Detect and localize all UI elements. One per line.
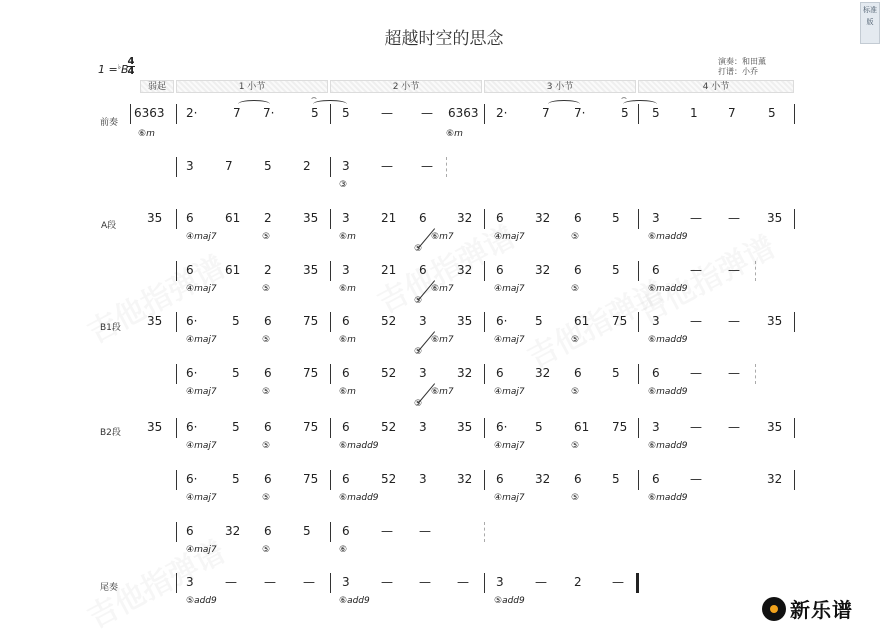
barline [484, 418, 485, 438]
jianpu-note: 6 [496, 472, 504, 486]
jianpu-note: 5 [232, 366, 240, 380]
barline [638, 364, 639, 384]
chord-symbol: ⑥m7 [431, 284, 454, 294]
jianpu-note: 5 [342, 106, 350, 120]
jianpu-note: 6· [186, 366, 198, 380]
jianpu-note: 3 [419, 420, 427, 434]
key-note: B [121, 63, 129, 76]
barline [484, 104, 485, 124]
chord-symbol: ⑤ [262, 232, 271, 242]
barline [330, 522, 331, 542]
jianpu-note: 6 [419, 263, 427, 277]
barline [176, 209, 177, 229]
jianpu-note: 52 [381, 366, 397, 380]
bar-header-3: 3 小节 [484, 80, 636, 93]
chord-symbol: ⑥m [339, 284, 356, 294]
chord-symbol: ⑥m [339, 387, 356, 397]
barline [794, 209, 795, 229]
barline [176, 470, 177, 490]
barline [330, 157, 331, 177]
jianpu-note: 32 [457, 366, 473, 380]
jianpu-note: 52 [381, 472, 397, 486]
chord-symbol: ⑤ [262, 387, 271, 397]
jianpu-note: 6 [186, 524, 194, 538]
chord-symbol: ⑤add9 [494, 596, 525, 606]
chord-symbol: ④maj7 [494, 441, 525, 451]
jianpu-note: 75 [612, 314, 628, 328]
barline [330, 470, 331, 490]
jianpu-note: 6 [496, 211, 504, 225]
chord-symbol: ⑥m7 [431, 232, 454, 242]
chord-symbol: ④maj7 [494, 284, 525, 294]
jianpu-note: 32 [225, 524, 241, 538]
jianpu-note: 5 [264, 159, 272, 173]
jianpu-note: 35 [767, 420, 783, 434]
jianpu-note: 1 [690, 106, 698, 120]
jianpu-note: 35 [147, 314, 163, 328]
jianpu-note: — [535, 575, 547, 589]
jianpu-note: 5 [311, 106, 319, 120]
key-prefix: 1 = [98, 63, 118, 76]
jianpu-note: 6 [342, 420, 350, 434]
jianpu-note: — [690, 366, 702, 380]
jianpu-note: 6 [574, 263, 582, 277]
section-b2: B2段 [100, 428, 121, 438]
jianpu-note: 6 [419, 211, 427, 225]
barline [794, 418, 795, 438]
chord-symbol: ④maj7 [186, 545, 217, 555]
jianpu-note: 5 [612, 263, 620, 277]
edition-tag: 标准版 [860, 2, 880, 44]
jianpu-note: 7 [542, 106, 550, 120]
chord-symbol: ③ [339, 180, 348, 190]
barline [330, 364, 331, 384]
jianpu-note: 5 [303, 524, 311, 538]
jianpu-note: 32 [535, 263, 551, 277]
jianpu-note: 75 [303, 472, 319, 486]
jianpu-note: 32 [535, 211, 551, 225]
section-outro: 尾奏 [100, 583, 119, 593]
jianpu-note: 3 [342, 575, 350, 589]
jianpu-note: — [728, 211, 740, 225]
jianpu-note: 6 [264, 314, 272, 328]
chord-symbol: ④maj7 [186, 493, 217, 503]
barline [484, 312, 485, 332]
jianpu-note: — [381, 159, 393, 173]
jianpu-note: 2· [186, 106, 198, 120]
tie [623, 100, 657, 108]
barline [638, 470, 639, 490]
jianpu-note: — [381, 575, 393, 589]
chord-symbol: ④maj7 [186, 441, 217, 451]
fermata-icon: ⌢ [621, 93, 627, 103]
chord-symbol: ⑥m [339, 335, 356, 345]
time-signature-bottom: 4 [127, 66, 135, 77]
bar-header-4: 4 小节 [638, 80, 794, 93]
jianpu-note: 5 [535, 314, 543, 328]
chord-symbol: ⑤ [571, 232, 580, 242]
barline [176, 522, 177, 542]
jianpu-note: 3 [342, 159, 350, 173]
jianpu-note: 6 [186, 211, 194, 225]
fermata-icon: ⌢ [311, 93, 317, 103]
chord-symbol: ④maj7 [494, 335, 525, 345]
jianpu-note: — [225, 575, 237, 589]
jianpu-note: 35 [767, 314, 783, 328]
jianpu-note: — [381, 524, 393, 538]
jianpu-note: 7· [574, 106, 586, 120]
chord-symbol: ⑤ [262, 284, 271, 294]
jianpu-note: — [690, 472, 702, 486]
jianpu-note: 6 [342, 314, 350, 328]
jianpu-note: 6 [264, 420, 272, 434]
jianpu-note: — [303, 575, 315, 589]
jianpu-note: 3 [186, 575, 194, 589]
jianpu-note: 61 [225, 211, 241, 225]
barline [638, 418, 639, 438]
bar-header-2: 2 小节 [330, 80, 482, 93]
jianpu-note: — [419, 575, 431, 589]
chord-symbol: ⑤ [414, 244, 423, 254]
jianpu-note: 6 [652, 366, 660, 380]
jianpu-note: 5 [768, 106, 776, 120]
performer-credit: 演奏：和田薰 [718, 57, 766, 66]
barline [330, 418, 331, 438]
brand-logo [762, 594, 853, 623]
jianpu-note: 5 [612, 211, 620, 225]
barline [330, 209, 331, 229]
tie [238, 100, 270, 108]
jianpu-note: 3 [652, 314, 660, 328]
jianpu-note: 35 [457, 314, 473, 328]
jianpu-note: — [728, 263, 740, 277]
barline [330, 312, 331, 332]
jianpu-note: 6 [496, 366, 504, 380]
jianpu-note: 5 [232, 420, 240, 434]
jianpu-note: 3 [186, 159, 194, 173]
jianpu-note: — [612, 575, 624, 589]
bar-header-1: 1 小节 [176, 80, 328, 93]
logo-text: 新乐谱 [790, 598, 853, 622]
barline [130, 104, 131, 124]
jianpu-note: 21 [381, 263, 397, 277]
jianpu-note: 7 [233, 106, 241, 120]
chord-symbol: ⑥add9 [339, 596, 370, 606]
jianpu-note: 75 [303, 420, 319, 434]
flat-sign: ♭ [117, 63, 122, 71]
jianpu-note: 3 [419, 314, 427, 328]
jianpu-note: 75 [612, 420, 628, 434]
jianpu-note: — [421, 159, 433, 173]
jianpu-note: — [728, 420, 740, 434]
jianpu-note: 2 [303, 159, 311, 173]
jianpu-note: 35 [767, 211, 783, 225]
jianpu-note: — [381, 106, 393, 120]
jianpu-note: 2 [264, 211, 272, 225]
chord-symbol: ⑤ [262, 493, 271, 503]
barline [330, 573, 331, 593]
jianpu-note: 61 [574, 420, 590, 434]
jianpu-note: 3 [419, 472, 427, 486]
jianpu-note: 32 [457, 263, 473, 277]
chord-symbol: ④maj7 [494, 493, 525, 503]
chord-symbol: ⑥m [339, 232, 356, 242]
jianpu-note: 32 [535, 366, 551, 380]
jianpu-note: 6 [342, 524, 350, 538]
chord-symbol: ⑤ [571, 441, 580, 451]
chord-symbol: ⑥m7 [431, 335, 454, 345]
chord-symbol: ④maj7 [186, 232, 217, 242]
jianpu-note: — [690, 211, 702, 225]
barline [176, 157, 177, 177]
jianpu-note: 6 [264, 472, 272, 486]
jianpu-note: 3 [419, 366, 427, 380]
jianpu-note: 5 [232, 314, 240, 328]
jianpu-note: 21 [381, 211, 397, 225]
jianpu-note: 52 [381, 314, 397, 328]
barline [176, 312, 177, 332]
chord-symbol: ⑤ [262, 545, 271, 555]
chord-symbol: ⑥madd9 [648, 335, 688, 345]
chord-symbol: ⑤ [571, 493, 580, 503]
jianpu-note: 61 [574, 314, 590, 328]
jianpu-note: 5 [612, 366, 620, 380]
jianpu-note: 6363 [448, 106, 479, 120]
jianpu-note: 6 [342, 366, 350, 380]
jianpu-note: 6 [186, 263, 194, 277]
chord-symbol: ⑤ [571, 387, 580, 397]
transcriber-credit: 打谱：小乔 [718, 67, 758, 76]
section-b1: B1段 [100, 323, 121, 333]
jianpu-note: 2 [574, 575, 582, 589]
jianpu-note: — [419, 524, 431, 538]
jianpu-note: — [690, 314, 702, 328]
bar-header-pickup: 弱起 [140, 80, 174, 93]
barline [176, 364, 177, 384]
jianpu-note: 3 [652, 420, 660, 434]
barline [484, 470, 485, 490]
jianpu-note: 35 [147, 211, 163, 225]
tie [548, 100, 580, 108]
final-barline [636, 573, 639, 593]
chord-symbol: ④maj7 [186, 284, 217, 294]
barline [638, 209, 639, 229]
jianpu-note: 2 [264, 263, 272, 277]
jianpu-note: 6363 [134, 106, 165, 120]
chord-symbol: ⑥madd9 [648, 493, 688, 503]
barline [176, 104, 177, 124]
system-end-marker [755, 364, 756, 384]
jianpu-note: 6· [496, 420, 508, 434]
jianpu-note: 3 [342, 263, 350, 277]
system-end-marker [484, 522, 485, 542]
jianpu-note: 6 [342, 472, 350, 486]
jianpu-note: — [690, 263, 702, 277]
chord-symbol: ⑤ [571, 284, 580, 294]
barline [484, 573, 485, 593]
jianpu-note: 35 [303, 211, 319, 225]
chord-symbol: ⑤ [262, 335, 271, 345]
chord-symbol: ⑤ [262, 441, 271, 451]
chord-symbol: ⑥m7 [431, 387, 454, 397]
jianpu-note: 7 [225, 159, 233, 173]
chord-symbol: ⑥madd9 [648, 284, 688, 294]
jianpu-note: 35 [457, 420, 473, 434]
jianpu-note: 75 [303, 366, 319, 380]
tie [313, 100, 347, 108]
chord-symbol: ⑥m [138, 129, 155, 139]
chord-symbol: ④maj7 [186, 387, 217, 397]
chord-symbol: ⑤ [414, 347, 423, 357]
barline [794, 312, 795, 332]
jianpu-note: 5 [535, 420, 543, 434]
jianpu-note: — [728, 314, 740, 328]
jianpu-note: 6 [574, 472, 582, 486]
jianpu-note: 35 [147, 420, 163, 434]
jianpu-note: 6 [574, 211, 582, 225]
chord-symbol: ④maj7 [186, 335, 217, 345]
chord-symbol: ⑥madd9 [339, 493, 379, 503]
chord-symbol: ⑥madd9 [339, 441, 379, 451]
chord-symbol: ⑤add9 [186, 596, 217, 606]
chord-symbol: ⑥madd9 [648, 387, 688, 397]
jianpu-note: 75 [303, 314, 319, 328]
barline [484, 364, 485, 384]
jianpu-note: 35 [303, 263, 319, 277]
jianpu-note: 5 [232, 472, 240, 486]
chord-symbol: ⑥ [339, 545, 348, 555]
jianpu-note: 6 [652, 263, 660, 277]
jianpu-note: 3 [496, 575, 504, 589]
chord-symbol: ④maj7 [494, 387, 525, 397]
jianpu-note: — [457, 575, 469, 589]
jianpu-note: 3 [342, 211, 350, 225]
jianpu-note: 7· [263, 106, 275, 120]
jianpu-note: 6· [186, 314, 198, 328]
jianpu-note: 52 [381, 420, 397, 434]
key-signature [98, 63, 129, 76]
chord-symbol: ⑤ [571, 335, 580, 345]
barline [794, 104, 795, 124]
jianpu-note: 6· [496, 314, 508, 328]
jianpu-note: 6 [574, 366, 582, 380]
jianpu-note: 5 [621, 106, 629, 120]
jianpu-note: 32 [767, 472, 783, 486]
jianpu-note: 7 [728, 106, 736, 120]
section-a: A段 [101, 221, 117, 231]
jianpu-note: 5 [652, 106, 660, 120]
record-icon [762, 597, 786, 621]
chord-symbol: ④maj7 [494, 232, 525, 242]
jianpu-note: 6 [496, 263, 504, 277]
jianpu-note: 6· [186, 420, 198, 434]
system-end-marker [446, 157, 447, 177]
chord-symbol: ⑤ [414, 399, 423, 409]
jianpu-note: 32 [535, 472, 551, 486]
jianpu-note: 61 [225, 263, 241, 277]
jianpu-note: — [690, 420, 702, 434]
jianpu-note: 6 [652, 472, 660, 486]
jianpu-note: — [728, 366, 740, 380]
jianpu-note: 6 [264, 366, 272, 380]
time-signature-top: 4 [127, 56, 135, 67]
chord-symbol: ⑥m [446, 129, 463, 139]
jianpu-note: — [421, 106, 433, 120]
barline [330, 261, 331, 281]
time-signature [127, 57, 135, 76]
jianpu-note: — [264, 575, 276, 589]
chord-symbol: ⑤ [414, 296, 423, 306]
jianpu-note: 32 [457, 211, 473, 225]
jianpu-note: 2· [496, 106, 508, 120]
barline [176, 418, 177, 438]
jianpu-note: 3 [652, 211, 660, 225]
barline [794, 470, 795, 490]
credits [718, 57, 766, 77]
jianpu-note: 5 [612, 472, 620, 486]
page-title: 超越时空的思念 [384, 29, 504, 49]
chord-symbol: ⑥madd9 [648, 232, 688, 242]
section-intro: 前奏 [100, 118, 119, 128]
jianpu-note: 6 [264, 524, 272, 538]
jianpu-note: 6· [186, 472, 198, 486]
jianpu-note: 32 [457, 472, 473, 486]
chord-symbol: ⑥madd9 [648, 441, 688, 451]
